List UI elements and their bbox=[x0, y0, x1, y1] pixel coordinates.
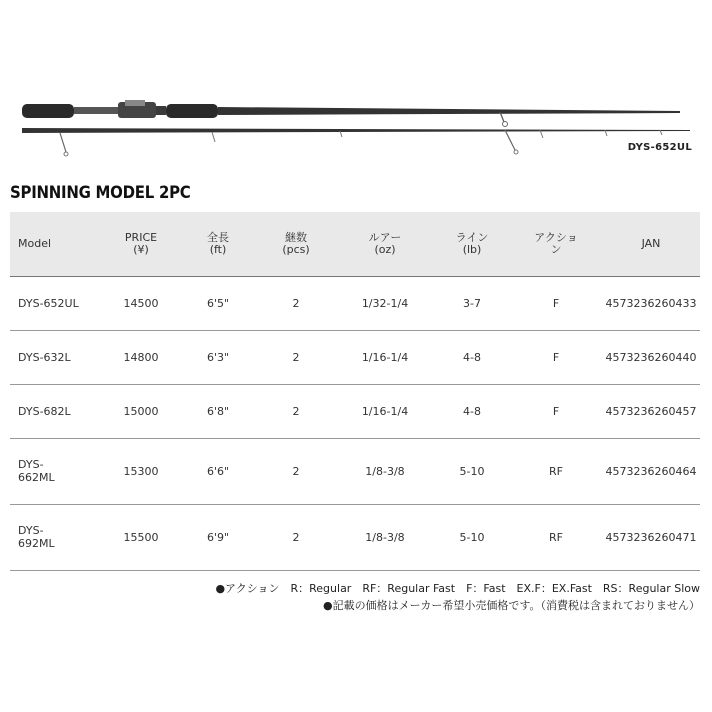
cell-action: F bbox=[510, 276, 602, 330]
cell-price: 15500 bbox=[102, 504, 180, 570]
section-title: SPINNING MODEL 2PC bbox=[10, 183, 191, 203]
header-model: Model bbox=[10, 212, 102, 276]
cell-price: 14500 bbox=[102, 276, 180, 330]
table-row bbox=[10, 504, 700, 570]
cell-model: DYS-652UL bbox=[10, 276, 102, 330]
cell-length: 6'8" bbox=[180, 384, 256, 438]
table-row bbox=[10, 384, 700, 438]
rod-image bbox=[0, 92, 712, 162]
cell-action: RF bbox=[510, 504, 602, 570]
cell-length: 6'5" bbox=[180, 276, 256, 330]
table-row bbox=[10, 276, 700, 330]
cell-pieces: 2 bbox=[256, 330, 336, 384]
cell-model: DYS-632L bbox=[10, 330, 102, 384]
cell-lure: 1/16-1/4 bbox=[336, 330, 434, 384]
price-note: ●記載の価格はメーカー希望小売価格です。（消費税は含まれておりません） bbox=[323, 599, 700, 612]
cell-price: 15300 bbox=[102, 438, 180, 504]
table-row bbox=[10, 438, 700, 504]
header-lure: ルアー (oz) bbox=[336, 212, 434, 276]
header-price: PRICE (¥) bbox=[102, 212, 180, 276]
cell-jan: 4573236260471 bbox=[602, 504, 700, 570]
cell-model: DYS- 692ML bbox=[10, 504, 102, 570]
cell-line: 5-10 bbox=[434, 438, 510, 504]
cell-lure: 1/16-1/4 bbox=[336, 384, 434, 438]
header-length: 全長 (ft) bbox=[180, 212, 256, 276]
cell-jan: 4573236260440 bbox=[602, 330, 700, 384]
cell-lure: 1/8-3/8 bbox=[336, 504, 434, 570]
cell-pieces: 2 bbox=[256, 276, 336, 330]
header-jan: JAN bbox=[602, 212, 700, 276]
cell-price: 15000 bbox=[102, 384, 180, 438]
notes bbox=[215, 580, 700, 614]
cell-length: 6'6" bbox=[180, 438, 256, 504]
cell-jan: 4573236260464 bbox=[602, 438, 700, 504]
cell-line: 4-8 bbox=[434, 384, 510, 438]
cell-pieces: 2 bbox=[256, 384, 336, 438]
cell-pieces: 2 bbox=[256, 504, 336, 570]
cell-lure: 1/8-3/8 bbox=[336, 438, 434, 504]
cell-pieces: 2 bbox=[256, 438, 336, 504]
cell-action: F bbox=[510, 384, 602, 438]
spec-table bbox=[10, 212, 700, 571]
header-line: ライン (lb) bbox=[434, 212, 510, 276]
cell-jan: 4573236260457 bbox=[602, 384, 700, 438]
fishing-rod-illustration bbox=[0, 92, 712, 162]
cell-lure: 1/32-1/4 bbox=[336, 276, 434, 330]
header-action: アクショ ン bbox=[510, 212, 602, 276]
cell-action: F bbox=[510, 330, 602, 384]
table-header-row bbox=[10, 212, 700, 276]
cell-price: 14800 bbox=[102, 330, 180, 384]
cell-length: 6'9" bbox=[180, 504, 256, 570]
cell-jan: 4573236260433 bbox=[602, 276, 700, 330]
cell-length: 6'3" bbox=[180, 330, 256, 384]
cell-line: 5-10 bbox=[434, 504, 510, 570]
cell-model: DYS- 662ML bbox=[10, 438, 102, 504]
cell-line: 3-7 bbox=[434, 276, 510, 330]
table-row bbox=[10, 330, 700, 384]
cell-line: 4-8 bbox=[434, 330, 510, 384]
action-legend: ●アクション R：Regular RF：Regular Fast F：Fast EX.F：EX.Fast RS：Regular Slow bbox=[215, 582, 700, 595]
header-pieces: 継数 (pcs) bbox=[256, 212, 336, 276]
cell-action: RF bbox=[510, 438, 602, 504]
cell-model: DYS-682L bbox=[10, 384, 102, 438]
rod-caption: DYS-652UL bbox=[627, 142, 692, 153]
